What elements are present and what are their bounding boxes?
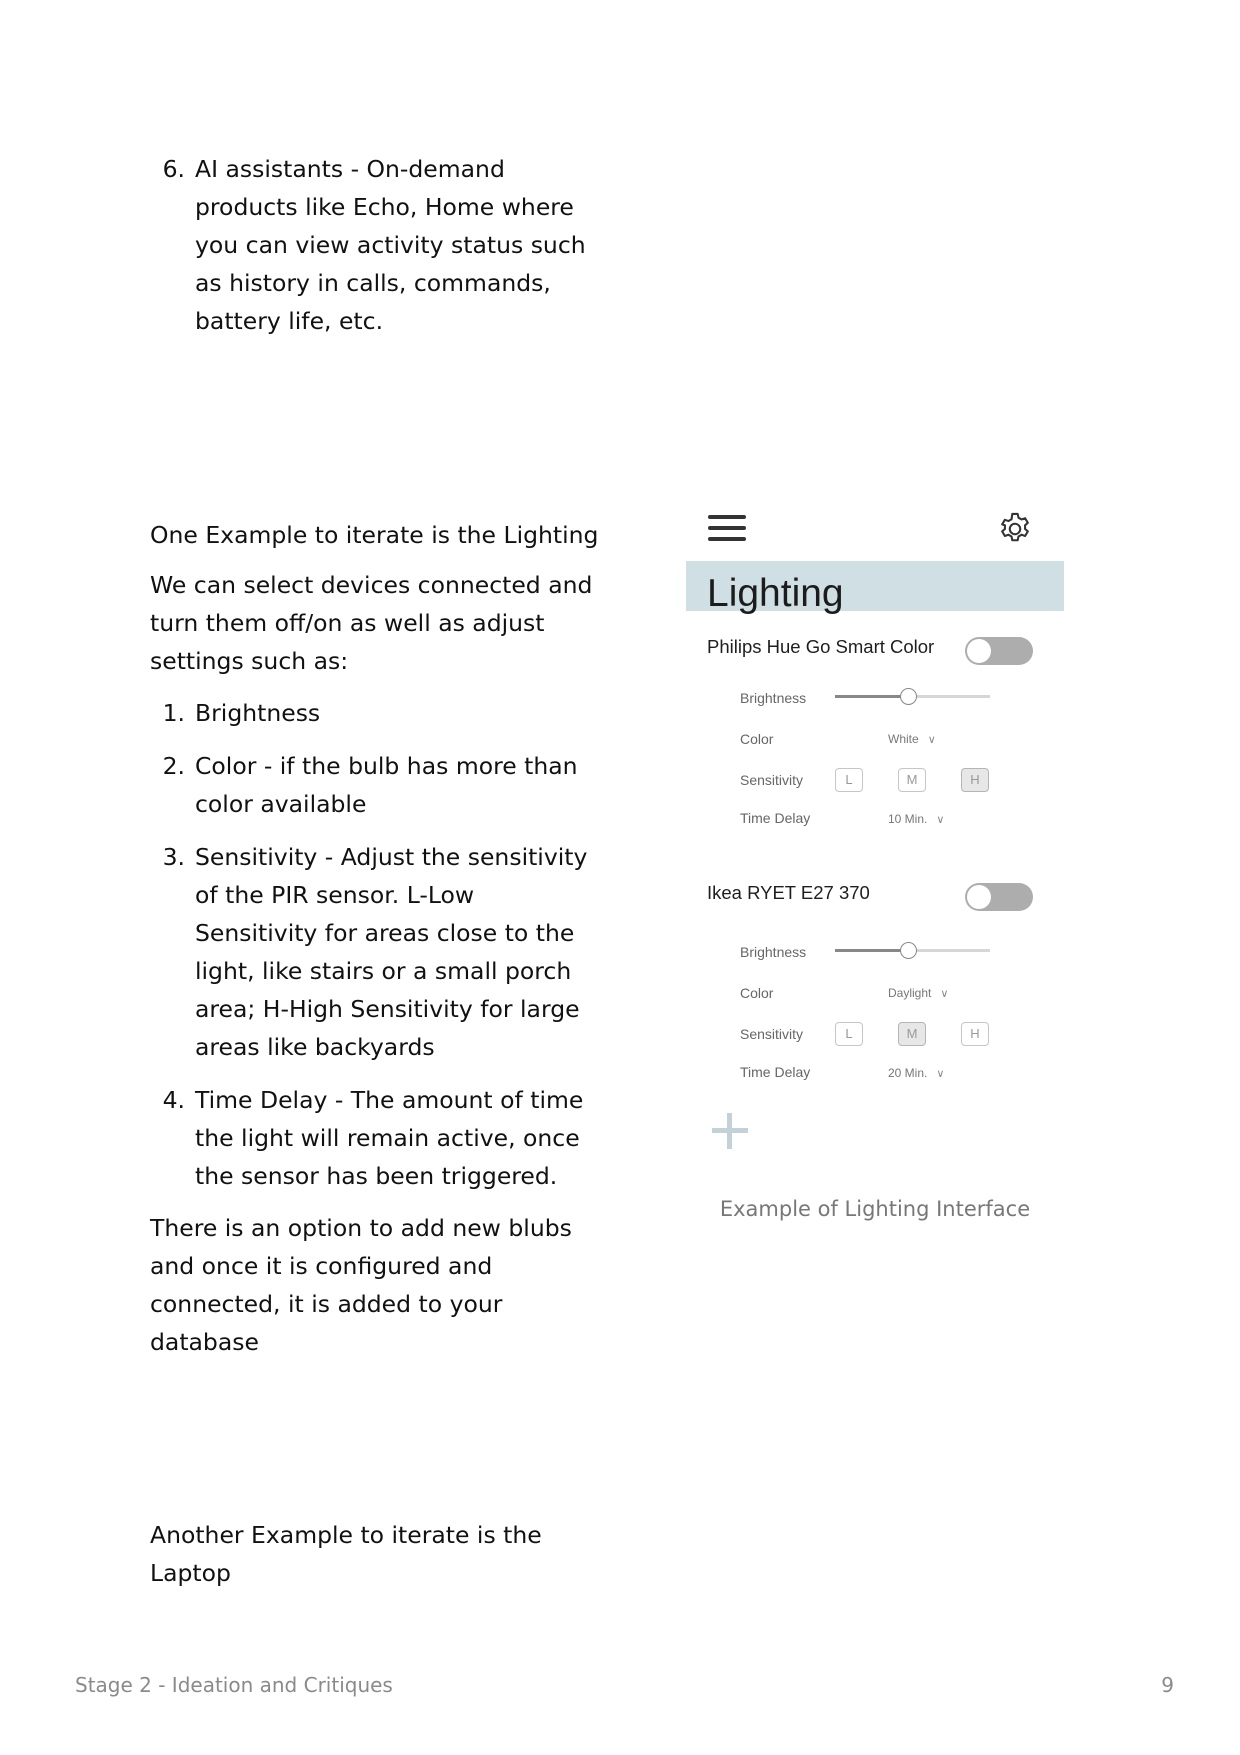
list-number: 2. [162, 752, 185, 780]
sensitivity-low-button[interactable]: L [835, 1022, 863, 1046]
lighting-section [150, 516, 600, 1361]
device-power-toggle[interactable] [965, 637, 1033, 665]
lighting-description: We can select devices connected and turn them off/on as well as adjust settings such as: [150, 571, 593, 675]
time-delay-label: Time Delay [740, 1064, 811, 1080]
list-item [150, 694, 600, 732]
hamburger-menu-icon[interactable] [708, 515, 746, 543]
color-select[interactable] [888, 732, 936, 746]
list-item-text: Color - if the bulb has more than color available [195, 752, 578, 818]
sensitivity-medium-button[interactable]: M [898, 1022, 926, 1046]
time-delay-select[interactable] [888, 812, 944, 826]
color-select-value: Daylight [888, 986, 932, 1000]
color-label: Color [740, 731, 774, 747]
sensitivity-high-button[interactable]: H [961, 1022, 989, 1046]
list-item-text: Sensitivity - Adjust the sensitivity of the PIR sensor. L-Low Sensitivity for areas close to the light, like stairs or a small porch area; H-High Sensitivity for large areas like backyards [195, 843, 588, 1061]
figure-caption: Example of Lighting Interface [719, 1197, 1031, 1221]
list-number: 3. [162, 843, 185, 871]
laptop-section [150, 1516, 600, 1592]
sensitivity-low-button[interactable]: L [835, 768, 863, 792]
time-delay-select[interactable] [888, 1066, 944, 1080]
plus-icon[interactable] [712, 1113, 748, 1149]
lighting-closing: There is an option to add new blubs and once it is configured and connected, it is added to your database [150, 1214, 572, 1356]
chevron-down-icon: ∨ [927, 734, 936, 746]
brightness-label: Brightness [740, 944, 807, 960]
brightness-slider-thumb[interactable] [900, 942, 917, 959]
brightness-slider-thumb[interactable] [900, 688, 917, 705]
list-number: 6. [162, 155, 185, 183]
sensitivity-label: Sensitivity [740, 772, 804, 788]
time-delay-label: Time Delay [740, 810, 811, 826]
laptop-intro: Another Example to iterate is the Laptop [150, 1521, 542, 1587]
brightness-slider-fill [835, 949, 908, 952]
chevron-down-icon: ∨ [936, 1068, 945, 1080]
ai-assistants-item [150, 150, 600, 340]
list-item [150, 747, 600, 823]
color-label: Color [740, 985, 774, 1001]
brightness-label: Brightness [740, 690, 807, 706]
sensitivity-label: Sensitivity [740, 1026, 804, 1042]
sensitivity-high-button[interactable]: H [961, 768, 989, 792]
page-number: 9 [1161, 1673, 1174, 1697]
chevron-down-icon: ∨ [940, 988, 949, 1000]
list-item-text: AI assistants - On-demand products like Echo, Home where you can view activity status such as history in calls, commands, battery life, etc. [195, 155, 586, 335]
chevron-down-icon: ∨ [936, 814, 945, 826]
list-item-text: Brightness [195, 699, 321, 727]
color-select[interactable] [888, 986, 948, 1000]
page-title: Lighting [707, 572, 844, 615]
device-name: Ikea RYET E27 370 [707, 882, 870, 903]
gear-icon[interactable] [996, 510, 1034, 548]
time-delay-value: 10 Min. [888, 812, 928, 826]
settings-list [150, 694, 600, 1195]
list-item-text: Time Delay - The amount of time the light will remain active, once the sensor has been triggered. [195, 1086, 584, 1190]
list-number: 4. [162, 1086, 185, 1114]
list-number: 1. [162, 699, 185, 727]
toggle-knob [967, 639, 991, 663]
brightness-slider-fill [835, 695, 908, 698]
toggle-knob [967, 885, 991, 909]
list-item [150, 1081, 600, 1195]
list-item [150, 838, 600, 1066]
device-power-toggle[interactable] [965, 883, 1033, 911]
device-name: Philips Hue Go Smart Color [707, 636, 935, 657]
sensitivity-medium-button[interactable]: M [898, 768, 926, 792]
color-select-value: White [888, 732, 919, 746]
lighting-intro: One Example to iterate is the Lighting [150, 521, 599, 549]
time-delay-value: 20 Min. [888, 1066, 928, 1080]
footer-section-title: Stage 2 - Ideation and Critiques [75, 1673, 393, 1697]
